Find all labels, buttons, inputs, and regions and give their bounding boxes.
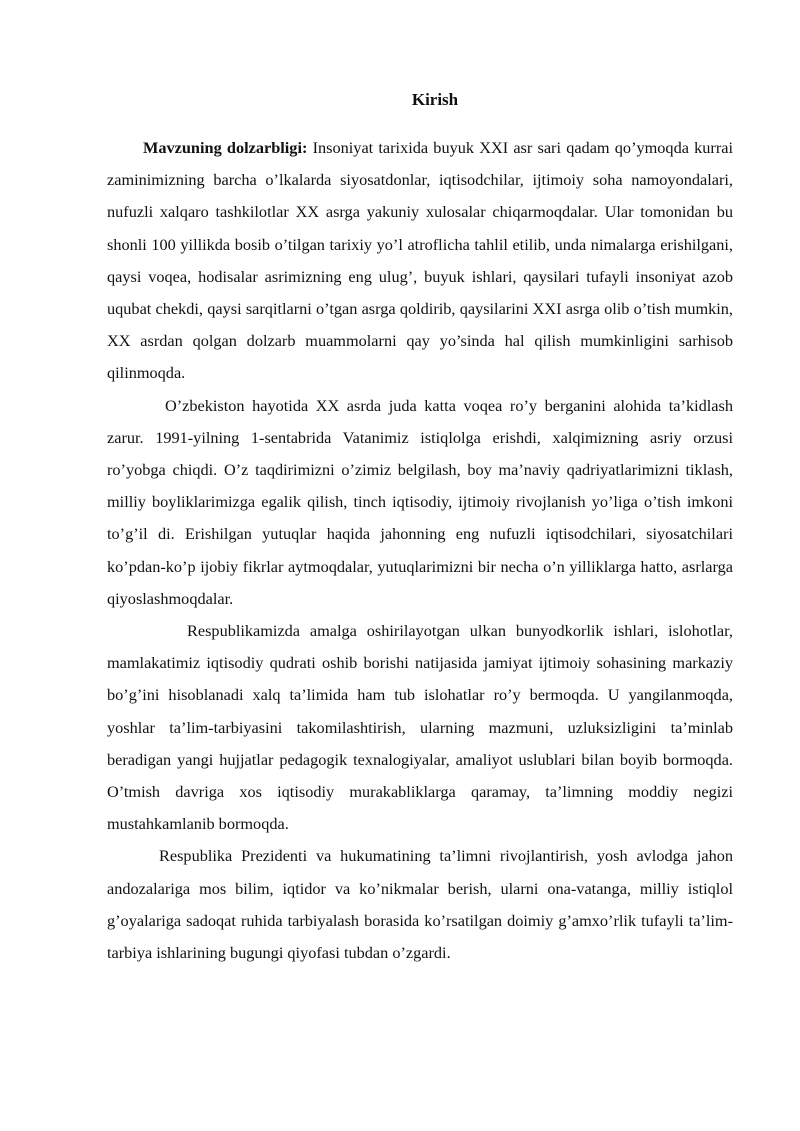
relevance-text: Insoniyat tarixida buyuk XXI asr sari qadam qo’ymoqda kurrai zaminimizning barcha o’lkalarda siyosatdonlar, iqtisodchilar, ijtimoiy soha namoyondalari, nufuzli xalqaro tashkilotlar XX asrga yakuniy xulosalar chiqarmoqdalar. Ular tomonidan bu shonli 100 yillikda bosib o’tilgan tarixiy yo’l atroflicha tahlil etilib, unda nimalarga erishilgani, qaysi voqea, hodisalar asrimizning eng ulug’, buyuk ishlari, qaysilari tufayli insoniyat azob uqubat chekdi, qaysi sarqitlarni o’tgan asrga qoldirib, qaysilarini XXI asrga olib o’tish mumkin, XX asrdan qolgan dolzarb muammolarni qay yo’sinda hal qilish mumkinligini sarhisob qilinmoqda. xyxy=(107,138,734,383)
paragraph-reforms: Respublikamizda amalga oshirilayotgan ulkan bunyodkorlik ishlari, islohotlar, mamlakatimiz iqtisodiy qudrati oshib borishi natijasida jamiyat ijtimoiy sohasining markaziy bo’g’ini hisoblanadi xalq ta’limida ham tub islohatlar ro’y bermoqda. U yangilanmoqda, yoshlar ta’lim-tarbiyasini takomilashtirish, ularning mazmuni, uzluksizligini ta’minlab beradigan yangi hujjatlar pedagogik texnalogiyalar, amaliyot uslublari bilan boyib bormoqda. O’tmish davriga xos iqtisodiy murakabliklarga qaramay, ta’limning moddiy negizi mustahkamlanib bormoqda. xyxy=(107,621,733,834)
document-page xyxy=(107,86,733,969)
paragraph-relevance xyxy=(107,132,733,390)
paragraph-independence: O’zbekiston hayotida XX asrda juda katta voqea ro’y berganini alohida ta’kidlash zarur. 1991-yilning 1-sentabrida Vatanimiz istiqlolga erishdi, xalqimizning asriy orzusi ro’yobga chiqdi. O’z taqdirimizni o’zimiz belgilash, boy ma’naviy qadriyatlarimizni tiklash, milliy boyliklarimizga egalik qilish, tinch iqtisodiy, ijtimoiy rivojlanish yo’liga o’tish imkoni to’g’il di. Erishilgan yutuqlar haqida jahonning eng nufuzli iqtisodchilari, siyosatchilari ko’pdan-ko’p ijobiy fikrlar aytmoqdalar, yutuqlarimizni bir necha o’n yilliklarga hatto, asrlarga qiyoslashmoqdalar. xyxy=(107,395,733,608)
page-title: Kirish xyxy=(411,90,459,109)
paragraph-president: Respublika Prezidenti va hukumatining ta’limni rivojlantirish, yosh avlodga jahon andozalariga mos bilim, iqtidor va ko’nikmalar berish, ularni ona-vatanga, milliy istiqlol g’oyalariga sadoqat ruhida tarbiyalash borasida ko’rsatilgan doimiy g’amxo’rlik tufayli ta’lim-tarbiya ishlarining bugungi qiyofasi tubdan o’zgardi. xyxy=(107,846,733,963)
relevance-lead: Mavzuning dolzarbligi: xyxy=(143,138,308,157)
